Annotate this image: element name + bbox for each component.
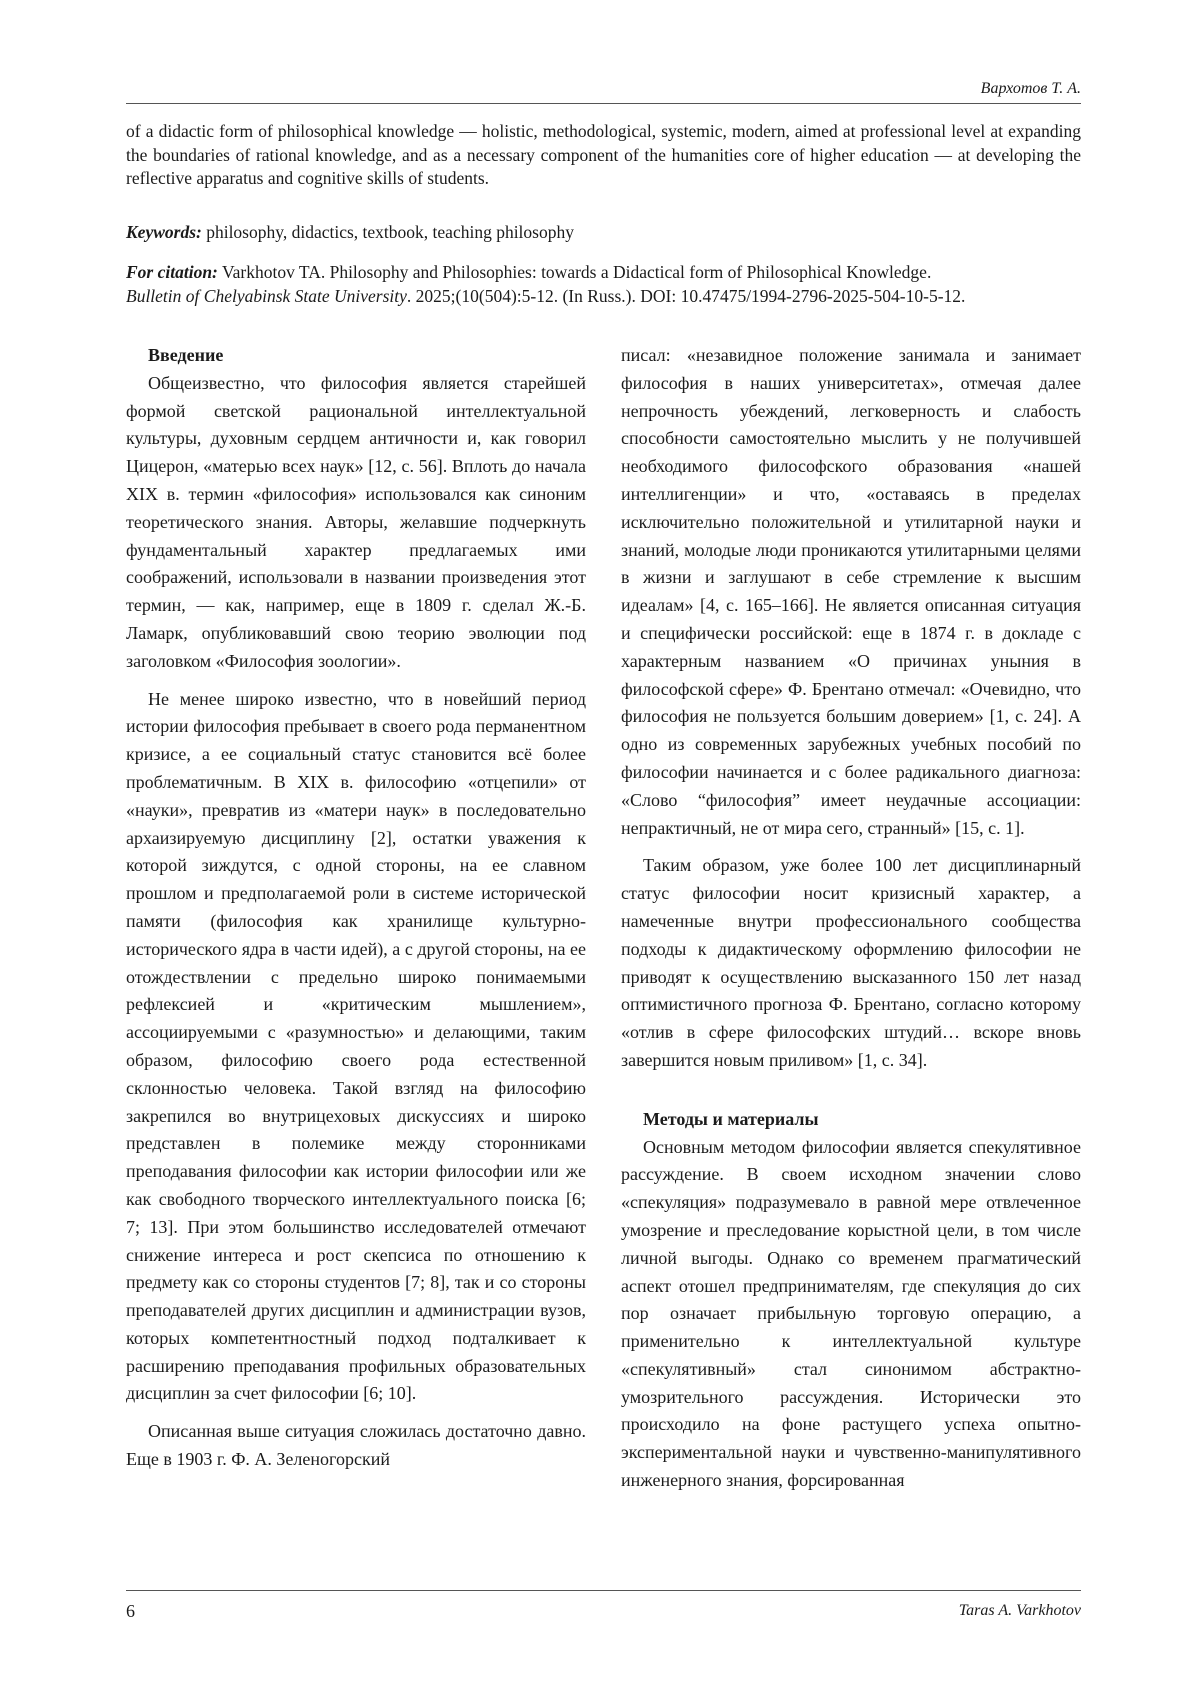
page-number: 6: [126, 1601, 135, 1621]
running-foot: Taras A. Varkhotov: [958, 1602, 1081, 1619]
section-heading-introduction: Введение: [148, 345, 224, 365]
keywords-text: philosophy, didactics, textbook, teaching philosophy: [201, 222, 574, 242]
footer-rule: [126, 1590, 1081, 1591]
section-heading-methods: Методы и материалы: [643, 1108, 819, 1129]
paragraph: Таким образом, уже более 100 лет дисциплинарный статус философии носит кризисный характер, а намеченные внутри профессионального сообщества подходы к дидактическому оформлению философии не приводят к осуществлению высказанного 150 лет назад оптимистичного прогноза Ф. Брентано, согласно которому «отлив в сфере философских штудий… вскоре вновь завершится новым приливом» [1, с. 34].: [621, 855, 1081, 1070]
citation: [126, 260, 1081, 308]
running-head: Вархотов Т. А.: [980, 80, 1081, 97]
abstract-text: of a didactic form of philosophical knowledge — holistic, methodological, systemic, modern, aimed at professional level at expanding the boundaries of rational knowledge, and as a necessary component of the humanities core of higher education — at developing the reflective apparatus and cognitive skills of students.: [126, 121, 1081, 189]
paragraph: Не менее широко известно, что в новейший период истории философия пребывает в своего рода перманентном кризисе, а ее социальный статус становится всё более проблематичным. В XIX в. философию «отцепили» от «науки», превратив из «матери наук» в последовательно архаизируемую дисциплину [2], остатки уважения к которой зиждутся, с одной стороны, на ее славном прошлом и предполагаемой роли в системе исторической памяти (философия как хранилище культурно-исторического ядра в части идей), а с другой стороны, на ее отождествлении с предельно широко понимаемыми рефлексией и «критическим мышлением», ассоциируемыми с «разумностью» и делающими, таким образом, философию своего рода естественной склонностью человека. Такой взгляд на философию закрепился во внутрицеховых дискуссиях и широко представлен в полемике между сторонниками преподавания философии как истории философии или же как свободного творческого интеллектуального поиска [6; 7; 13]. При этом большинство исследователей отмечают снижение интереса и рост скепсиса по отношению к предмету как со стороны студентов [7; 8], так и со стороны преподавателей других дисциплин и администрации вузов, которых компетентностный подход подталкивает к расширению преподавания профильных образовательных дисциплин за счет философии [6; 10].: [126, 688, 586, 1404]
keywords: [126, 220, 1081, 244]
paragraph: Описанная выше ситуация сложилась достаточно давно. Еще в 1903 г. Ф. А. Зеленогорский: [126, 1421, 586, 1470]
paragraph: Основным методом философии является спекулятивное рассуждение. В своем исходном значении слово «спекуляция» подразумевало в равной мере отвлеченное умозрение и преследование корыстной цели, в том числе личной выгоды. Однако со временем прагматический аспект отошел предпринимателям, где спекуляция до сих пор означает прибыльную торговую операцию, а применительно к интеллектуальной культуре «спекулятивный» стал синонимом абстрактно-умозрительного рассуждения. Исторически это происходило на фоне растущего успеха опытно-экспериментальной науки и чувственно-манипулятивного инженерного знания, форсированная: [621, 1136, 1081, 1491]
citation-text: Varkhotov TA. Philosophy and Philosophies: towards a Didactical form of Philosophical Knowledge.: [217, 262, 932, 282]
citation-details: . 2025;(10(504):5-12. (In Russ.). DOI: 10.47475/1994-2796-2025-504-10-5-12.: [406, 286, 966, 306]
keywords-label: Keywords:: [126, 222, 202, 242]
left-column: [126, 342, 586, 1474]
paragraph-continued: писал: «незавидное положение занимала и занимает философия в наших университетах», отмечая далее непрочность убеждений, легковерность и слабость способности самостоятельно мыслить у не получившей необходимого философского образования «нашей интеллигенции» и что, «оставаясь в пределах исключительно положительной и утилитарной науки и знаний, молодые люди проникаются утилитарными целями в жизни и заглушают в себе стремление к высшим идеалам» [4, с. 165–166]. Не является описанная ситуация и специфически российской: еще в 1874 г. в докладе с характерным названием «О причинах уныния в философской сфере» Ф. Брентано отмечал: «Очевидно, что философия не пользуется большим доверием» [1, с. 24]. А одно из современных зарубежных учебных пособий по философии начинается и с более радикального диагноза: «Слово “философия” имеет неудачные ассоциации: непрактичный, не от мира сего, странный» [15, с. 1].: [621, 345, 1081, 838]
citation-journal: Bulletin of Chelyabinsk State University: [126, 286, 407, 306]
citation-label: For citation:: [126, 262, 218, 282]
paragraph: Общеизвестно, что философия является старейшей формой светской рациональной интеллектуальной культуры, духовным сердцем античности и, как говорил Цицерон, «матерью всех наук» [12, с. 56]. Вплоть до начала XIX в. термин «философия» использовался как синоним теоретического знания. Авторы, желавшие подчеркнуть фундаментальный характер предлагаемых ими соображений, использовали в названии произведения этот термин, — как, например, еще в 1809 г. сделал Ж.-Б. Ламарк, опубликовавший свою теорию эволюции под заголовком «Философия зоологии».: [126, 372, 586, 671]
right-column: [621, 342, 1081, 1495]
header-rule: [126, 103, 1081, 104]
